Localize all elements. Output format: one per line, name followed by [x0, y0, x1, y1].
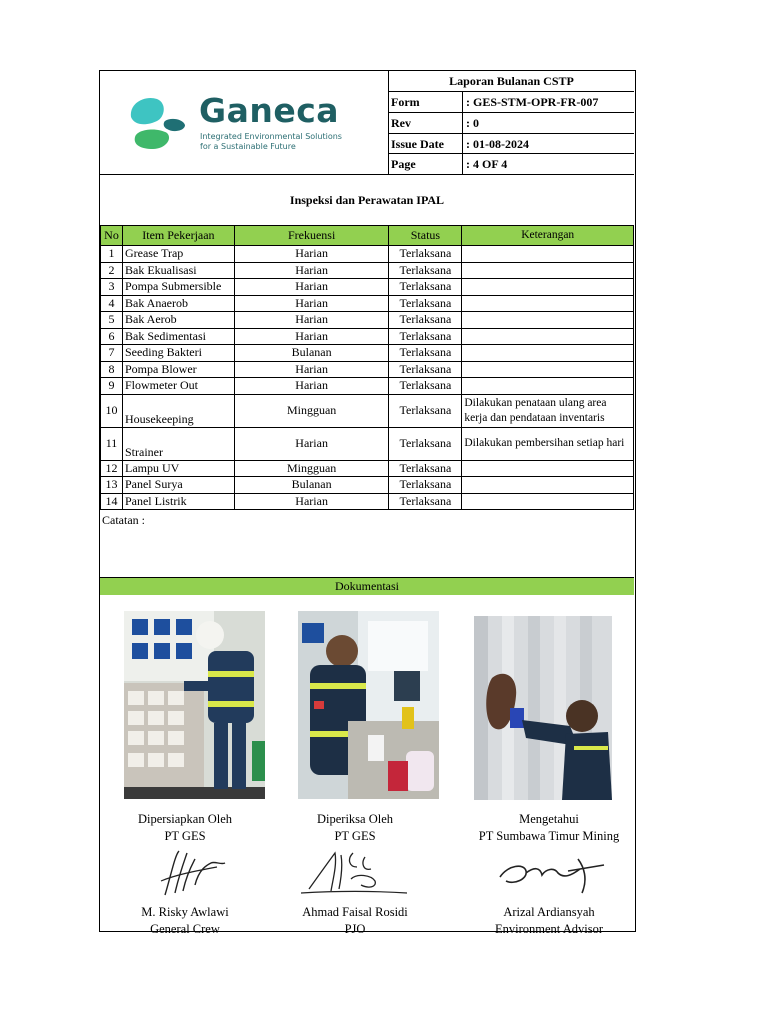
- logo-tagline: [200, 132, 342, 152]
- item-cell: Pompa Blower: [122, 361, 234, 378]
- signature-block-acknowledged: [464, 811, 634, 938]
- table-row: [101, 295, 634, 312]
- documentation-title: Dokumentasi: [100, 578, 634, 595]
- table-row: [101, 262, 634, 279]
- item-cell: Flowmeter Out: [122, 378, 234, 395]
- handwritten-signature: [125, 845, 245, 899]
- status-cell: Terlaksana: [389, 477, 462, 494]
- table-row: [101, 361, 634, 378]
- frequency-cell: Harian: [234, 295, 389, 312]
- logo-tagline-line-1: Integrated Environmental Solutions: [200, 132, 342, 141]
- frequency-cell: Mingguan: [234, 394, 389, 427]
- item-cell: Bak Aerob: [122, 312, 234, 329]
- report-sheet: [99, 70, 636, 936]
- meta-value: : GES-STM-OPR-FR-007: [466, 95, 599, 109]
- status-cell: Terlaksana: [389, 361, 462, 378]
- signatory-name: Arizal Ardiansyah: [503, 905, 595, 919]
- status-cell: Terlaksana: [389, 279, 462, 296]
- signatory-position: General Crew: [150, 922, 220, 936]
- ganeca-logo-icon: [127, 95, 189, 153]
- remarks-cell: Dilakukan penataan ulang area kerja dan pendataan inventaris: [462, 394, 634, 427]
- remarks-cell: [462, 312, 634, 329]
- row-number: 7: [101, 345, 123, 362]
- status-cell: Terlaksana: [389, 493, 462, 510]
- row-number: 13: [101, 477, 123, 494]
- signature-heading: Dipersiapkan Oleh: [137, 812, 233, 826]
- remarks-cell: [462, 378, 634, 395]
- frequency-cell: Harian: [234, 312, 389, 329]
- table-row: [101, 246, 634, 263]
- remarks-cell: [462, 460, 634, 477]
- frequency-cell: Harian: [234, 279, 389, 296]
- handwritten-signature: [295, 845, 415, 899]
- signature-heading: Mengetahui: [519, 812, 579, 826]
- status-cell: Terlaksana: [389, 378, 462, 395]
- documentation-photo-2: [298, 611, 439, 799]
- meta-label: Rev: [389, 113, 463, 133]
- row-number: 10: [101, 394, 123, 427]
- status-cell: Terlaksana: [389, 295, 462, 312]
- documentation-photo-1: [124, 611, 265, 799]
- status-cell: Terlaksana: [389, 345, 462, 362]
- table-row: [101, 279, 634, 296]
- document-meta: [389, 71, 634, 175]
- report-header: [100, 71, 634, 175]
- table-row: [101, 378, 634, 395]
- remarks-cell: [462, 279, 634, 296]
- meta-value: : 0: [466, 115, 479, 130]
- status-cell: Terlaksana: [389, 312, 462, 329]
- table-row: [101, 427, 634, 460]
- signature-company: PT GES: [164, 829, 206, 843]
- logo-tagline-line-2: for a Sustainable Future: [200, 142, 296, 151]
- table-header-row: [101, 226, 634, 246]
- frequency-cell: Harian: [234, 262, 389, 279]
- remarks-cell: Dilakukan pembersihan setiap hari: [462, 427, 634, 460]
- table-row: [101, 328, 634, 345]
- remarks-cell: [462, 477, 634, 494]
- item-cell: Lampu UV: [122, 460, 234, 477]
- table-row: [101, 345, 634, 362]
- remarks-cell: [462, 295, 634, 312]
- item-cell: Grease Trap: [122, 246, 234, 263]
- item-cell: Panel Surya: [122, 477, 234, 494]
- signatory-position: PJO: [344, 922, 366, 936]
- column-header-remarks: Keterangan: [462, 226, 634, 246]
- frequency-cell: Harian: [234, 427, 389, 460]
- table-row: [101, 493, 634, 510]
- row-number: 4: [101, 295, 123, 312]
- frequency-cell: Harian: [234, 378, 389, 395]
- inspection-table: [100, 225, 634, 510]
- remarks-cell: [462, 345, 634, 362]
- meta-row-rev: [389, 113, 634, 134]
- item-cell: Housekeeping: [122, 394, 234, 427]
- row-number: 11: [101, 427, 123, 460]
- frequency-cell: Mingguan: [234, 460, 389, 477]
- signatory-name: Ahmad Faisal Rosidi: [302, 905, 408, 919]
- signatory-position: Environment Advisor: [495, 922, 603, 936]
- meta-value: : 01-08-2024: [466, 136, 529, 151]
- status-cell: Terlaksana: [389, 460, 462, 477]
- frequency-cell: Bulanan: [234, 345, 389, 362]
- column-header-no: No: [101, 226, 123, 246]
- company-logo: [100, 71, 389, 175]
- status-cell: Terlaksana: [389, 262, 462, 279]
- signature-block-checked: [270, 811, 440, 938]
- remarks-cell: [462, 493, 634, 510]
- remarks-cell: [462, 262, 634, 279]
- remarks-cell: [462, 328, 634, 345]
- item-cell: Strainer: [122, 427, 234, 460]
- row-number: 2: [101, 262, 123, 279]
- frequency-cell: Bulanan: [234, 477, 389, 494]
- frequency-cell: Harian: [234, 328, 389, 345]
- row-number: 3: [101, 279, 123, 296]
- logo-wordmark: Ganeca: [199, 91, 340, 130]
- report-title: Laporan Bulanan CSTP: [389, 71, 634, 92]
- meta-value: : 4 OF 4: [466, 157, 508, 172]
- documentation-photo-3: [474, 616, 612, 800]
- remarks-cell: [462, 246, 634, 263]
- table-row: [101, 460, 634, 477]
- row-number: 8: [101, 361, 123, 378]
- item-cell: Bak Anaerob: [122, 295, 234, 312]
- table-row: [101, 394, 634, 427]
- status-cell: Terlaksana: [389, 394, 462, 427]
- row-number: 9: [101, 378, 123, 395]
- signature-company: PT GES: [334, 829, 376, 843]
- item-cell: Panel Listrik: [122, 493, 234, 510]
- column-header-frequency: Frekuensi: [234, 226, 389, 246]
- status-cell: Terlaksana: [389, 328, 462, 345]
- handwritten-signature: [484, 845, 614, 899]
- row-number: 6: [101, 328, 123, 345]
- row-number: 1: [101, 246, 123, 263]
- row-number: 12: [101, 460, 123, 477]
- item-cell: Bak Sedimentasi: [122, 328, 234, 345]
- status-cell: Terlaksana: [389, 246, 462, 263]
- frequency-cell: Harian: [234, 493, 389, 510]
- meta-row-issue-date: [389, 134, 634, 155]
- row-number: 5: [101, 312, 123, 329]
- table-row: [101, 477, 634, 494]
- item-cell: Bak Ekualisasi: [122, 262, 234, 279]
- meta-label: Page: [389, 154, 463, 175]
- signatory-name: M. Risky Awlawi: [141, 905, 229, 919]
- signature-heading: Diperiksa Oleh: [316, 812, 394, 826]
- notes-area: Catatan :: [100, 512, 634, 578]
- section-title: Inspeksi dan Perawatan IPAL: [289, 193, 445, 207]
- item-cell: Seeding Bakteri: [122, 345, 234, 362]
- frequency-cell: Harian: [234, 361, 389, 378]
- row-number: 14: [101, 493, 123, 510]
- table-row: [101, 312, 634, 329]
- frequency-cell: Harian: [234, 246, 389, 263]
- signature-block-prepared: [100, 811, 270, 938]
- column-header-status: Status: [389, 226, 462, 246]
- column-header-item: Item Pekerjaan: [122, 226, 234, 246]
- status-cell: Terlaksana: [389, 427, 462, 460]
- item-cell: Pompa Submersible: [122, 279, 234, 296]
- meta-label: Issue Date: [389, 134, 463, 154]
- remarks-cell: [462, 361, 634, 378]
- signature-company: PT Sumbawa Timur Mining: [478, 829, 620, 843]
- meta-row-form: [389, 92, 634, 113]
- meta-label: Form: [389, 92, 463, 112]
- meta-row-page: [389, 154, 634, 175]
